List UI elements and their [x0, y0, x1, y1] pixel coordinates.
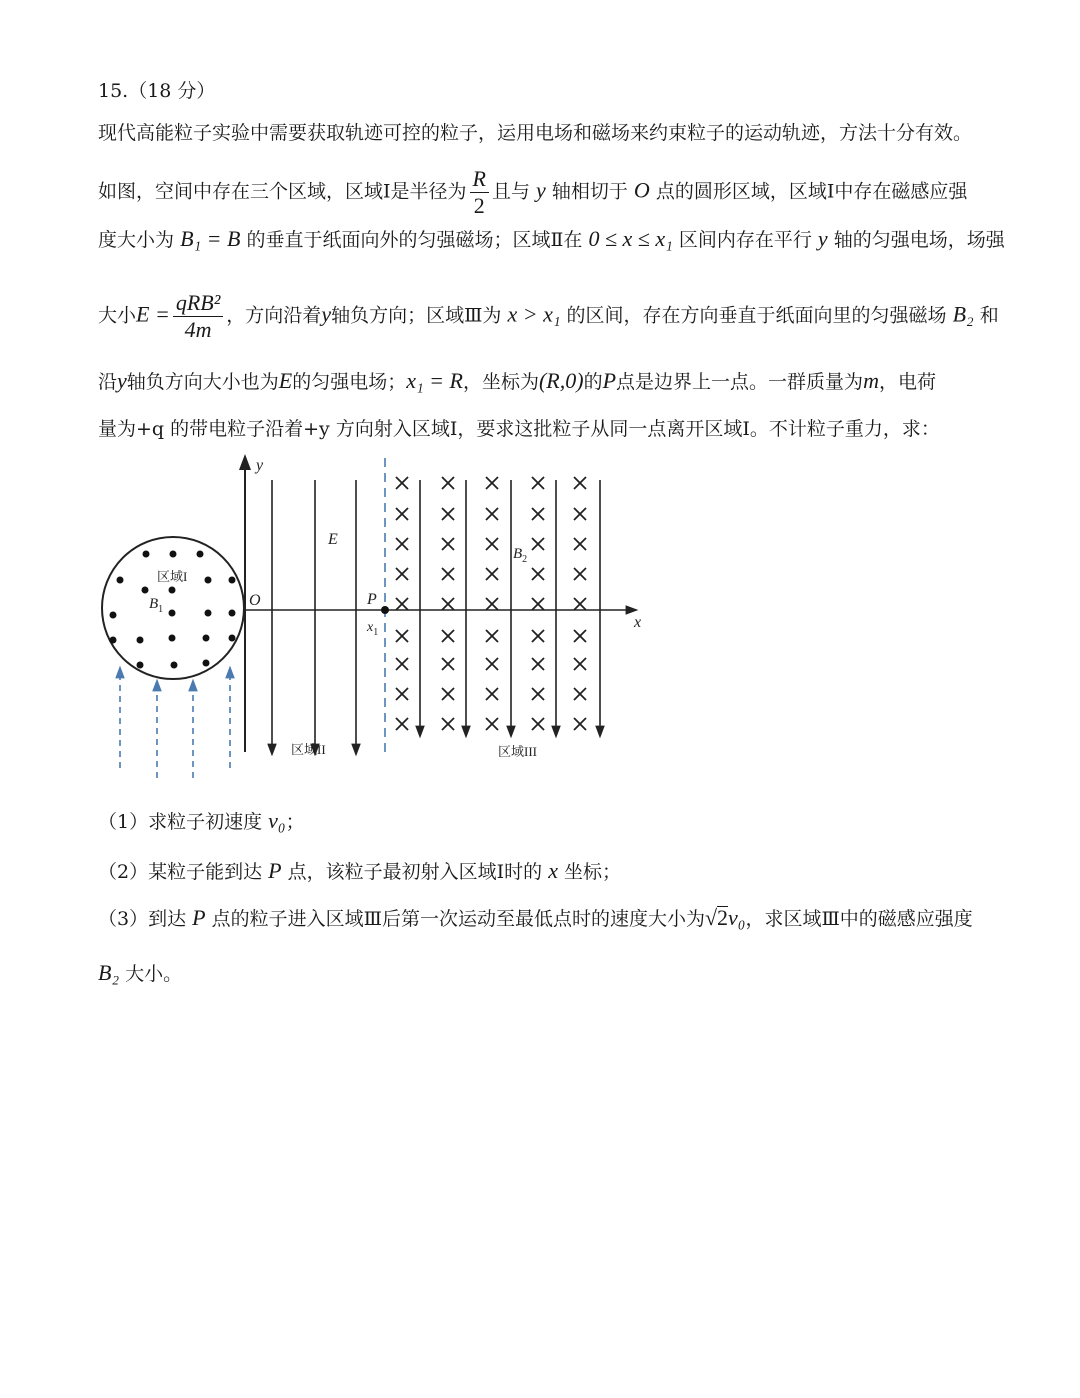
question-header: 15.（18 分） [98, 80, 216, 102]
cross-mark [532, 688, 544, 700]
cross-mark [532, 477, 544, 489]
cross-mark [396, 598, 408, 610]
cross-mark [396, 688, 408, 700]
var-O: O [633, 177, 650, 203]
var-y: y [536, 177, 546, 203]
cross-mark [532, 630, 544, 642]
text-segment: 大小 [98, 304, 137, 327]
cross-mark [532, 658, 544, 670]
question-paragraph-4 [98, 290, 999, 343]
text-segment: ； [285, 811, 305, 833]
cross-mark [442, 538, 454, 550]
cross-mark [442, 630, 454, 642]
fraction-denominator [173, 317, 223, 343]
physics-diagram [0, 450, 700, 780]
var-P: P [192, 905, 206, 930]
fraction-denominator: 2 [473, 193, 485, 218]
cross-mark [574, 630, 586, 642]
text-segment: 度大小为 [98, 229, 175, 251]
cross-mark [396, 658, 408, 670]
text-segment: 点的圆形区域，区域Ⅰ中存在磁感应强 [655, 180, 968, 203]
fraction-r-over-2 [470, 166, 489, 219]
text-segment: 点的粒子进入区域Ⅲ后第一次运动至最低点时的速度大小为 [211, 908, 705, 930]
x1-label: $x_1$ [367, 620, 379, 638]
cross-mark [574, 508, 586, 520]
cross-mark [442, 718, 454, 730]
text-segment: 且与 [491, 180, 530, 203]
var-P: P [268, 858, 282, 883]
question-paragraph-3 [98, 228, 1005, 250]
text-segment: 坐标； [564, 861, 622, 883]
text-segment: （2）某粒子能到达 [98, 861, 263, 883]
cross-mark [532, 718, 544, 730]
sqrt-radicand: 2 [717, 905, 729, 930]
sub-question-3 [98, 906, 973, 929]
text-segment: 的垂直于纸面向外的匀强磁场；区域Ⅱ在 [246, 229, 583, 251]
eq-x1: x₁ = R [406, 368, 463, 393]
cross-mark [574, 718, 586, 730]
incoming-particle-paths [120, 672, 230, 778]
text-segment: 的 [583, 371, 603, 393]
cross-mark [396, 568, 408, 580]
cross-mark [486, 718, 498, 730]
E-label: E [328, 531, 338, 548]
text-segment: 区间内存在平行 [678, 229, 812, 251]
cross-mark [532, 568, 544, 580]
E-denominator: 4m [184, 317, 212, 342]
cross-mark [532, 598, 544, 610]
text-segment: （3）到达 [98, 908, 187, 930]
text-segment: 和 [979, 304, 999, 327]
text-segment: 轴负方向；区域Ⅲ为 [331, 304, 502, 327]
cross-mark [532, 538, 544, 550]
cross-mark [486, 508, 498, 520]
cross-mark [574, 658, 586, 670]
text-segment: ，求区域Ⅲ中的磁感应强度 [745, 908, 973, 930]
region-2-label: 区域II [291, 742, 326, 757]
cross-mark [396, 538, 408, 550]
cross-mark [486, 658, 498, 670]
region-2-field-lines [272, 480, 356, 750]
sub-question-3-continued [98, 962, 182, 984]
text-segment: ，方向沿着 [226, 304, 322, 327]
text-segment: 的区间，存在方向垂直于纸面向里的匀强磁场 [566, 304, 947, 327]
question-paragraph-2 [98, 166, 967, 219]
fraction-numerator [173, 290, 223, 317]
E-numerator: qRB² [175, 290, 221, 315]
text-segment: 轴负方向大小也为 [126, 371, 279, 393]
var-y: y [321, 301, 332, 327]
cross-mark [574, 688, 586, 700]
cross-mark [574, 477, 586, 489]
text-segment: 点，该粒子最初射入区域Ⅰ时的 [287, 861, 543, 883]
coord-P: (R,0) [538, 368, 584, 393]
text-segment: 沿 [98, 371, 118, 393]
cross-mark [442, 658, 454, 670]
var-B2: B₂ [952, 301, 974, 327]
sub-question-2 [98, 860, 621, 882]
cross-mark [442, 477, 454, 489]
var-y: y [117, 368, 127, 393]
sqrt-symbol: √ [704, 905, 718, 930]
text-segment: 大小。 [125, 963, 183, 985]
cross-mark [574, 538, 586, 550]
region-3-label: 区域III [498, 744, 537, 759]
E-lhs: E = [136, 301, 170, 327]
cross-mark [486, 688, 498, 700]
question-paragraph-5 [98, 370, 936, 392]
text-segment: （1）求粒子初速度 [98, 811, 263, 833]
cross-mark [486, 598, 498, 610]
region-1-label: 区域I [157, 569, 188, 584]
cross-mark [442, 508, 454, 520]
eq-B1: B₁ = B [180, 226, 241, 251]
text-segment: 的匀强电场； [292, 371, 407, 393]
cross-mark [574, 598, 586, 610]
var-P: P [602, 368, 617, 393]
P-label: P [367, 591, 377, 608]
text-segment: 轴的匀强电场，场强 [833, 229, 1005, 251]
text-segment: 轴相切于 [551, 180, 628, 203]
cond-x: x > x₁ [507, 301, 561, 327]
cross-mark [442, 598, 454, 610]
x-axis-label: x [634, 614, 642, 631]
text-segment: 如图，空间中存在三个区域，区域Ⅰ是半径为 [98, 180, 467, 203]
cross-mark [442, 688, 454, 700]
var-x: x [548, 858, 558, 883]
y-axis-label: y [256, 457, 264, 474]
cross-mark [532, 508, 544, 520]
cross-mark [396, 508, 408, 520]
cross-mark [396, 630, 408, 642]
origin-label: O [249, 592, 261, 609]
B1-label: $B_1$ [149, 596, 164, 615]
region-1-circle [102, 537, 244, 679]
var-E: E [278, 368, 293, 393]
question-paragraph-1: 现代高能粒子实验中需要获取轨迹可控的粒子，运用电场和磁场来约束粒子的运动轨迹，方法十分有效。 [98, 122, 973, 144]
text-segment: 点是边界上一点。一群质量为 [616, 371, 864, 393]
var-R: R [472, 166, 486, 191]
var-B2: B₂ [98, 960, 120, 985]
sub-question-1 [98, 810, 305, 832]
var-v0: v₀ [728, 905, 746, 930]
fraction-numerator [470, 166, 489, 193]
cross-mark [486, 538, 498, 550]
field-crosses-into-page [396, 477, 586, 730]
cross-mark [396, 477, 408, 489]
B2-label: $B_2$ [513, 546, 528, 565]
cross-mark [486, 477, 498, 489]
range-x: 0 ≤ x ≤ x₁ [588, 226, 673, 251]
text-segment: ，电荷 [878, 371, 936, 393]
cross-mark [574, 568, 586, 580]
fraction-E [173, 290, 223, 343]
point-P [381, 606, 389, 614]
var-y: y [817, 226, 828, 251]
var-m: m [863, 368, 879, 393]
cross-mark [442, 568, 454, 580]
text-segment: ，坐标为 [462, 371, 539, 393]
cross-mark [486, 630, 498, 642]
var-v0: v₀ [268, 808, 286, 833]
question-paragraph-6: 量为+q 的带电粒子沿着+y 方向射入区域Ⅰ，要求这批粒子从同一点离开区域Ⅰ。不计粒子重力，求： [98, 418, 940, 440]
cross-mark [486, 568, 498, 580]
cross-mark [396, 718, 408, 730]
